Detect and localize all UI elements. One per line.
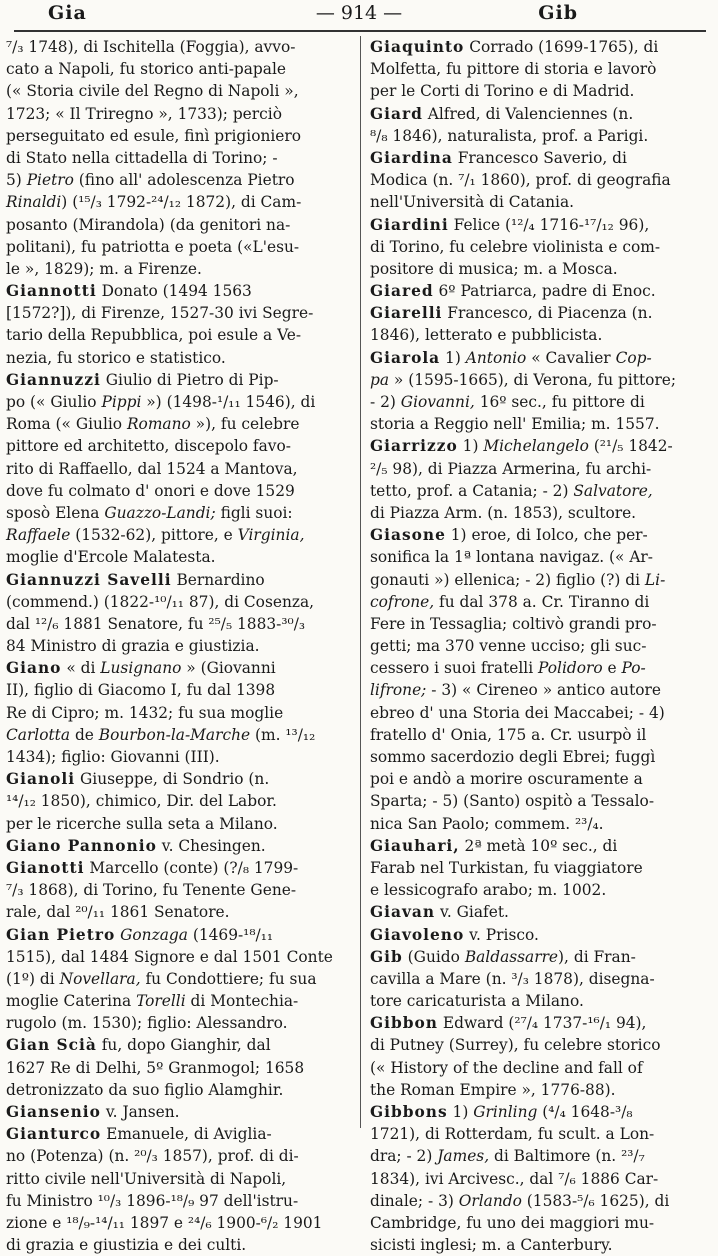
text-line [370,302,712,324]
body-text: [1572?]), di Firenze, 1527-30 ivi Segre- [6,304,314,323]
body-text: figli suoi: [215,503,293,522]
text-line [6,1234,348,1256]
body-text: rale, dal ²⁰/₁₁ 1861 Senatore. [6,903,230,922]
body-text: ¹⁴/₁₂ 1850), chimico, Dir. del Labor. [6,792,277,811]
text-line [370,125,712,147]
body-text: - 3) « Cireneo » antico autore [426,681,661,700]
body-text: the Roman Empire », 1776-88). [370,1080,616,1099]
body-text: moglie d'Ercole Malatesta. [6,548,216,567]
text-line [6,391,348,413]
body-text: « di [61,659,101,678]
body-text: perseguitato ed esule, finì prigioniero [6,126,302,145]
text-line [6,746,348,768]
text-line [370,591,712,613]
body-text: fu Ministro ¹⁰/₃ 1896-¹⁸/₉ 97 dell'istru- [6,1191,299,1210]
body-text: Edward (²⁷/₄ 1737-¹⁶/₁ 94), [437,1014,647,1033]
body-text: le », 1829); m. a Firenze. [6,259,202,278]
entry-headword: Giasone [370,526,446,545]
text-line [370,280,712,302]
text-line [6,569,348,591]
left-column [6,36,348,1255]
text-line [6,458,348,480]
text-line [6,147,348,169]
entry-headword: Giansenio [6,1103,101,1121]
body-text: 1723; « Il Triregno », 1733); perciò [6,104,282,123]
body-text: 1721), di Rotterdam, fu scult. a Lon- [370,1125,655,1144]
header-rule [14,30,706,32]
entry-headword: Giarrizzo [370,437,458,456]
entry-headword: Gian Scià [6,1036,97,1055]
page-number: — 914 — [315,2,403,24]
body-text: Bernardino [171,570,265,589]
body-text: Corrado (1699-1765), di [464,38,659,56]
text-line [370,657,712,679]
entry-headword: Giano Pannonio [6,836,157,855]
body-text: v. Jansen. [100,1103,180,1121]
italic-text: Orlando [458,1191,522,1210]
text-line [6,125,348,147]
text-line [6,369,348,391]
body-text: e lessicografo arabo; m. 1002. [370,881,607,900]
text-line [6,990,348,1012]
body-text: ⁷/₃ 1868), di Torino, fu Tenente Gene- [6,881,297,900]
body-text: rito di Raffaello, dal 1524 a Mantova, [6,459,298,478]
text-line [370,1234,712,1256]
body-text: v. Giafet. [435,903,509,922]
header-left-guide-word: Gia [48,2,87,24]
body-text: de [70,725,99,744]
body-text: (⁴/₄ 1648-³/₈ [537,1103,633,1121]
italic-text: Virginia, [237,526,305,545]
body-text: (1583-⁵/₆ 1625), di [521,1191,670,1210]
text-line [6,724,348,746]
body-text: Farab nel Turkistan, fu viaggiatore [370,858,643,877]
text-line [6,968,348,990]
entry-headword: Giavan [370,903,436,922]
text-line [370,347,712,369]
text-line [370,58,712,80]
text-line [6,768,348,790]
body-text: posanto (Mirandola) (da genitori na- [6,215,291,234]
body-text: « Cavalier [526,348,616,367]
body-text: gonauti ») ellenica; - 2) figlio (?) di [370,570,645,589]
body-text: sommo sacerdozio degli Ebrei; fuggì [370,748,656,766]
body-text: Molfetta, fu pittore di storia e lavorò [370,60,657,79]
body-text: Donato (1494 1563 [96,282,252,301]
text-line [6,524,348,546]
body-text: Modica (n. ⁷/₁ 1860), prof. di geografia [370,171,671,190]
italic-text: cofrone, [370,592,435,611]
body-text: cessero i suoi fratelli [370,659,539,678]
text-line [6,924,348,946]
text-line [370,569,712,591]
italic-text: Li- [644,570,666,589]
text-line [6,591,348,613]
text-line [6,813,348,835]
entry-headword: Giarelli [370,304,443,323]
italic-text: Bourbon-la-Marche [98,725,251,744]
text-line [6,1101,348,1123]
body-text: Cambridge, fu uno dei maggiori mu- [370,1213,655,1232]
body-text: di Piazza Arm. (n. 1853), scultore. [370,503,637,522]
body-text: detronizzato da suo figlio Alamghir. [6,1080,284,1099]
italic-text: Rinaldi [6,193,62,212]
body-text: ⁸/₈ 1846), naturalista, prof. a Parigi. [370,126,649,145]
entry-headword: Giard [370,104,423,123]
body-text: » (Giovanni [181,659,276,678]
text-line [370,835,712,857]
italic-text: Carlotta [6,725,71,744]
text-line [6,103,348,125]
body-text: fratello d' Onia, 175 a. Cr. usurpò il [370,725,647,744]
body-text: v. Prisco. [464,925,539,944]
text-line [6,435,348,457]
body-text: Fere in Tessaglia; coltivò grandi pro- [370,614,657,633]
body-text: Roma (« Giulio [6,415,127,434]
text-line [370,879,712,901]
italic-text: James, [437,1147,490,1166]
text-line [6,502,348,524]
text-line [370,524,712,546]
text-line [6,480,348,502]
entry-headword: Giared [370,282,434,301]
body-text: zione e ¹⁸/₉-¹⁴/₁₁ 1897 e ²⁴/₆ 1900-⁶/₂ 1901 [6,1213,323,1232]
body-text: e [602,659,622,678]
text-line [370,1034,712,1056]
body-text: 2ª metà 10º sec., di [459,836,618,855]
italic-text: Cop- [615,348,652,367]
body-text: moglie Caterina [6,992,137,1011]
body-text: tore caricaturista a Milano. [370,992,584,1011]
body-text: 1434); figlio: Giovanni (III). [6,748,220,766]
body-text: ) (¹⁵/₃ 1792-²⁴/₁₂ 1872), di Cam- [61,193,302,212]
body-text: fu dal 378 a. Cr. Tiranno di [434,592,650,611]
text-line [6,1057,348,1079]
text-line [370,990,712,1012]
body-text: ritto civile nell'Università di Napoli, [6,1169,287,1188]
italic-text: Raffaele [6,526,71,545]
entry-headword: Gian Pietro [6,925,116,944]
text-line [370,790,712,812]
body-text: cato a Napoli, fu storico anti-papale [6,60,286,79]
text-line [6,657,348,679]
entry-headword: Giavoleno [370,925,465,944]
text-line [6,946,348,968]
text-line [6,1079,348,1101]
text-line [6,835,348,857]
body-text: dove fu colmato d' onori e dove 1529 [6,481,295,500]
text-line [370,968,712,990]
body-text: no (Potenza) (n. ²⁰/₃ 1857), prof. di di- [6,1147,299,1166]
entry-headword: Gianoli [6,770,76,789]
body-text: 1) [440,348,466,367]
text-line [6,80,348,102]
body-text: nica San Paolo; commem. ²³/₄. [370,814,604,833]
body-text: (fino all' adolescenza Pietro [73,171,295,190]
body-text: (1532-62), pittore, e [70,526,238,545]
italic-text: Novellara, [59,969,141,988]
text-line [370,147,712,169]
text-line [370,901,712,923]
body-text: rugolo (m. 1530); figlio: Alessandro. [6,1014,288,1033]
text-line [6,702,348,724]
entry-headword: Gibbon [370,1014,438,1033]
text-line [370,746,712,768]
text-line [370,1145,712,1167]
text-line [370,546,712,568]
body-text: di Torino, fu celebre violinista e com- [370,237,661,256]
body-text: Giuseppe, di Sondrio (n. [75,770,270,789]
text-line [370,191,712,213]
text-line [6,347,348,369]
text-line [6,1034,348,1056]
text-line [370,435,712,457]
text-line [6,1212,348,1234]
text-line [370,1101,712,1123]
text-line [370,214,712,236]
body-text: per le Corti di Torino e di Madrid. [370,82,635,101]
body-text: (Guido [402,947,465,966]
text-line [6,790,348,812]
italic-text: Antonio [465,348,527,367]
text-line [6,857,348,879]
entry-headword: Gianotti [6,858,85,877]
entry-headword: Giaquinto [370,38,465,56]
body-text: po (« Giulio [6,393,102,411]
text-line [6,1123,348,1145]
text-line [370,1168,712,1190]
text-line [370,702,712,724]
italic-text: Pippi [101,393,142,411]
italic-text: Grinling [473,1103,538,1121]
body-text: Re di Cipro; m. 1432; fu sua moglie [6,703,284,722]
body-text: 1) eroe, di Iolco, che per- [445,526,648,545]
body-text: Sparta; - 5) (Santo) ospitò a Tessalo- [370,792,655,811]
body-text: (1º) di [6,969,60,988]
body-text: 1) [447,1103,474,1121]
body-text: 1) [457,437,484,456]
entry-headword: Giannuzzi Savelli [6,570,172,589]
body-text: Emanuele, di Avigliа- [101,1125,272,1144]
text-line [6,169,348,191]
entry-headword: Giardini [370,215,449,234]
text-line [370,946,712,968]
italic-text: Po- [621,659,646,678]
text-line [6,1012,348,1034]
body-text: tario della Repubblica, poi esule a Ve- [6,326,302,345]
text-line [6,679,348,701]
text-line [6,1168,348,1190]
text-line [6,302,348,324]
body-text: politani), fu patriotta e poeta («L'esu- [6,237,300,256]
text-line [6,901,348,923]
italic-text: Lusignano [100,659,182,678]
entry-headword: Giannuzzi [6,370,101,389]
italic-text: lifrone; [370,681,427,700]
text-line [370,613,712,635]
body-text: (« History of the decline and fall of [370,1058,643,1077]
text-line [370,458,712,480]
text-line [370,502,712,524]
body-text: ²/₅ 98), di Piazza Armerina, fu archi- [370,459,652,478]
body-text: nell'Università di Catania. [370,193,575,212]
entry-headword: Gib [370,947,403,966]
body-text: 6º Patriarca, padre di Enoc. [433,282,656,301]
body-text: 1846), letterato e pubblicista. [370,326,603,345]
text-line [6,36,348,58]
body-text: v. Chesingen. [156,836,266,855]
text-line [370,103,712,125]
text-line [6,1145,348,1167]
text-line [370,258,712,280]
body-text: per le ricerche sulla seta a Milano. [6,814,278,833]
text-line [370,80,712,102]
text-line [370,480,712,502]
text-line [6,236,348,258]
body-text: di Stato nella cittadella di Torino; - [6,148,278,167]
text-line [6,546,348,568]
entry-headword: Giarola [370,348,441,367]
italic-text: Torelli [136,992,186,1011]
text-line [370,1190,712,1212]
text-line [370,1057,712,1079]
italic-text: pa [370,370,390,389]
body-text: ), di Fran- [558,947,636,966]
italic-text: Salvatore, [573,481,653,500]
body-text: (1469-¹⁸/₁₁ [187,925,274,944]
text-line [370,635,712,657]
body-text: sonifica la 1ª lontana navigaz. (« Ar- [370,548,653,567]
body-text: 5) [6,171,27,190]
body-text: (²¹/₅ 1842- [588,437,673,456]
body-text: (« Storia civile del Regno di Napoli », [6,82,299,101]
body-text: poi e andò a morire oscuramente a [370,770,643,789]
text-line [370,324,712,346]
body-text: II), figlio di Giacomo I, fu dal 1398 [6,681,276,700]
body-text: 1834), ivi Arcivesc., dal ⁷/₆ 1886 Car- [370,1169,659,1188]
body-text: dra; - 2) [370,1147,438,1166]
body-text: di Montechia- [185,992,299,1011]
text-line [6,613,348,635]
body-text: Francesco Saverio, di [452,148,627,167]
italic-text: Gonzaga [120,925,188,944]
body-text: 16º sec., fu pittore di [474,393,645,411]
text-line [6,58,348,80]
text-line [370,813,712,835]
body-text: di Putney (Surrey), fu celebre storico [370,1036,661,1055]
body-text: Giulio di Pietro di Pip- [100,370,279,389]
text-line [6,413,348,435]
body-text: »), fu celebre [190,415,300,434]
body-text: fu, dopo Gianghir, dal [96,1036,271,1055]
entry-headword: Giannotti [6,282,97,301]
body-text: getti; ma 370 venne ucciso; gli suc- [370,637,647,656]
italic-text: Giovanni, [400,393,475,411]
body-text: sposò Elena [6,503,105,522]
body-text: Francesco, di Piacenza (n. [442,304,653,323]
text-line [6,258,348,280]
text-line [370,236,712,258]
body-text: nezia, fu storico e statistico. [6,348,226,367]
text-line [6,1190,348,1212]
text-line [370,413,712,435]
text-line [370,857,712,879]
entry-headword: Giauhari, [370,836,460,855]
body-text: » (1595-1665), di Verona, fu pittore; [389,370,677,389]
text-line [370,1012,712,1034]
body-text: storia a Reggio nell' Emilia; m. 1557. [370,415,660,434]
text-line [6,191,348,213]
italic-text: Polidoro [538,659,603,678]
entry-headword: Gianturco [6,1125,102,1144]
text-line [370,169,712,191]
body-text: Alfred, di Valenciennes (n. [422,104,634,123]
column-divider [360,36,361,1128]
body-text: di grazia e giustizia e dei culti. [6,1236,247,1255]
body-text: (m. ¹³/₁₂ [250,725,316,744]
body-text: pittore ed architetto, discepolo favo- [6,437,291,456]
body-text: sicisti inglesi; m. a Canterbury. [370,1236,613,1255]
right-column [370,36,712,1255]
text-line [6,324,348,346]
italic-text: Pietro [26,171,74,190]
text-line [6,879,348,901]
text-line [6,214,348,236]
body-text: ⁷/₃ 1748), di Ischitella (Foggia), avvo- [6,38,296,56]
body-text: Marcello (conte) (?/₈ 1799- [84,858,299,877]
text-line [370,1079,712,1101]
text-line [6,280,348,302]
body-text: (commend.) (1822-¹⁰/₁₁ 87), di Cosenza, [6,592,315,611]
entry-headword: Giano [6,659,62,678]
text-line [6,635,348,657]
text-line [370,1123,712,1145]
body-text: cavilla a Mare (n. ³/₃ 1878), disegna- [370,969,655,988]
body-text: positore di musica; m. a Mosca. [370,259,618,278]
italic-text: Guazzo-Landi; [104,503,216,522]
body-text: ») (1498-¹/₁₁ 1546), di [141,393,316,411]
body-text: Felice (¹²/₄ 1716-¹⁷/₁₂ 96), [448,215,650,234]
italic-text: Romano [126,415,191,434]
body-text: tetto, prof. a Catania; - 2) [370,481,574,500]
text-line [370,391,712,413]
body-text: fu Condottiere; fu sua [140,969,317,988]
italic-text: Baldassarre [464,947,559,966]
entry-headword: Gibbons [370,1103,448,1121]
text-line [370,924,712,946]
text-line [370,1212,712,1234]
entry-headword: Giardina [370,148,453,167]
body-text: dal ¹²/₆ 1881 Senatore, fu ²⁵/₅ 1883-³⁰/₃ [6,614,306,633]
body-text: dinale; - 3) [370,1191,459,1210]
body-text: di Baltimore (n. ²³/₇ [489,1147,645,1166]
italic-text: Michelangelo [483,437,589,456]
body-text: 1515), dal 1484 Signore e dal 1501 Conte [6,947,333,966]
body-text: ebreo d' una Storia dei Maccabei; - 4) [370,703,665,722]
body-text: 84 Ministro di grazia e giustizia. [6,637,260,656]
text-line [370,724,712,746]
header-right-guide-word: Gib [538,2,578,24]
text-line [370,768,712,790]
text-line [370,679,712,701]
body-text: 1627 Re di Delhi, 5º Granmogol; 1658 [6,1058,305,1077]
body-text: - 2) [370,393,401,411]
text-line [370,369,712,391]
page-header [0,0,718,30]
text-line [370,36,712,58]
